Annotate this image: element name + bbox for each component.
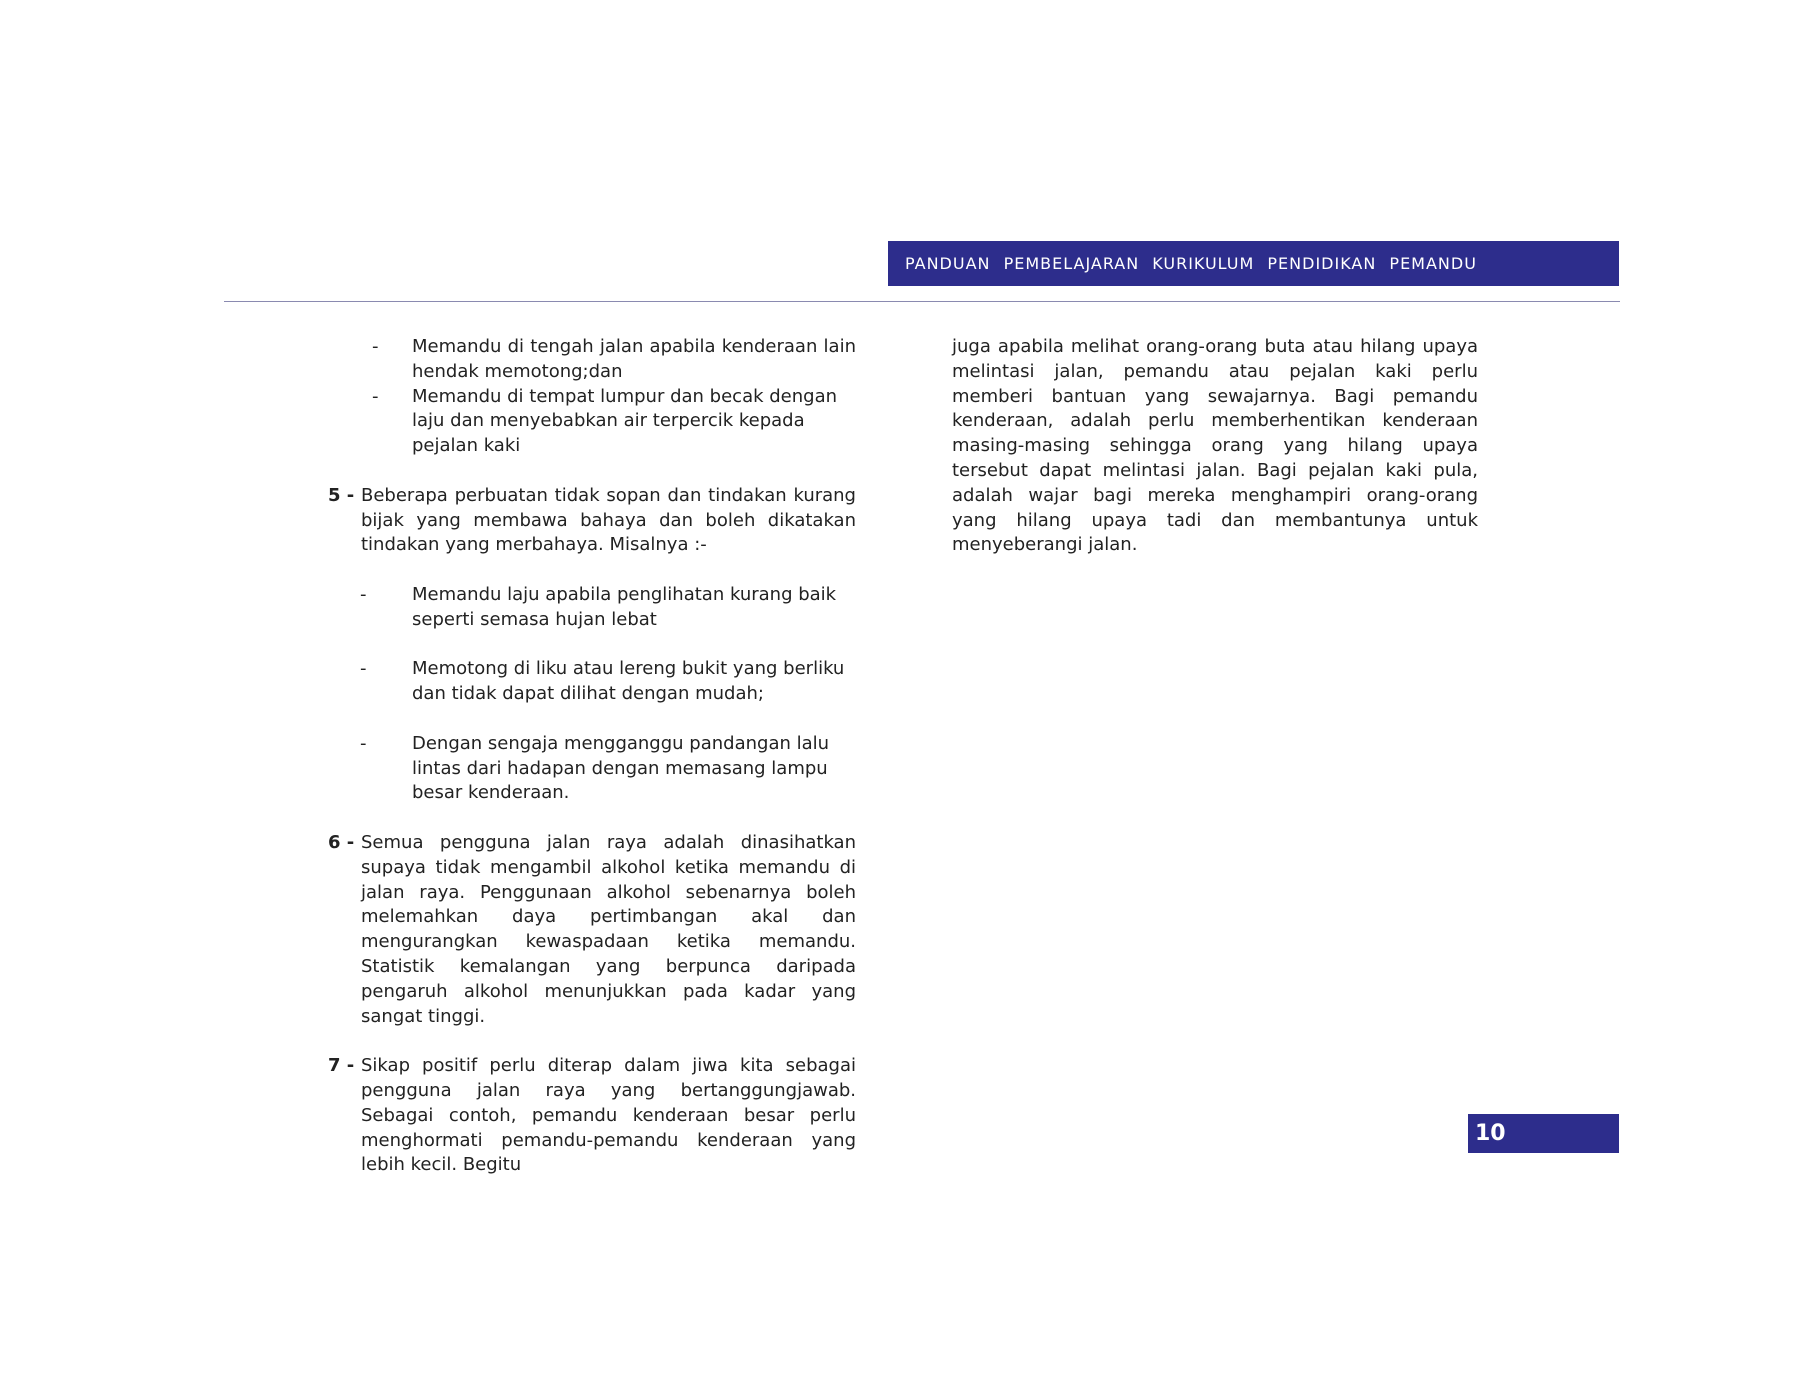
bullet-text: Memandu di tengah jalan apabila kenderaan lain hendak memotong;dan bbox=[412, 336, 856, 382]
continued-paragraph: juga apabila melihat orang-orang buta atau hilang upaya melintasi jalan, pemandu atau pejalan kaki perlu memberi bantuan yang sewajarnya. Bagi pemandu kenderaan, adalah perlu memberhentikan kenderaan masing-masing sehingga orang yang hilang upaya tersebut dapat melintasi jalan. Bagi pejalan kaki pula, adalah wajar bagi mereka menghampiri orang-orang yang hilang upaya tadi dan membantunya untuk menyeberangi jalan. bbox=[952, 336, 1478, 556]
item-6 bbox=[320, 831, 856, 1029]
left-column bbox=[320, 335, 856, 1178]
item-5-bullet-2 bbox=[320, 657, 856, 707]
item-number: 5 - bbox=[328, 484, 355, 506]
header-band bbox=[888, 241, 1619, 286]
item-number: 7 - bbox=[328, 1055, 355, 1077]
bullet-text: Memotong di liku atau lereng bukit yang berliku dan tidak dapat dilihat dengan mudah; bbox=[412, 658, 845, 705]
page-number-box bbox=[1468, 1114, 1619, 1153]
item-5-bullet-1 bbox=[320, 583, 856, 633]
header-rule bbox=[224, 301, 1620, 302]
bullet-text: Dengan sengaja mengganggu pandangan lalu lintas dari hadapan dengan memasang lampu besar kenderaan. bbox=[412, 732, 830, 804]
right-column bbox=[952, 335, 1478, 558]
item-5-bullet-3 bbox=[320, 732, 856, 806]
intro-bullet-2 bbox=[320, 385, 856, 459]
bullet-dash: - bbox=[360, 583, 367, 605]
item-5 bbox=[320, 484, 856, 558]
bullet-dash: - bbox=[360, 732, 367, 754]
item-7 bbox=[320, 1054, 856, 1178]
item-number: 6 - bbox=[328, 831, 355, 853]
intro-bullet-1 bbox=[320, 335, 856, 385]
bullet-dash: - bbox=[372, 385, 379, 407]
bullet-dash: - bbox=[360, 658, 367, 680]
bullet-dash: - bbox=[372, 336, 379, 357]
item-text: Semua pengguna jalan raya adalah dinasihatkan supaya tidak mengambil alkohol ketika memandu di jalan raya. Penggunaan alkohol sebenarnya boleh melemahkan daya pertimbangan akal dan mengurangkan kewaspadaan ketika memandu. Statistik kemalangan yang berpunca daripada pengaruh alkohol menunjukkan pada kadar yang sangat tinggi. bbox=[361, 831, 856, 1027]
bullet-text: Memandu laju apabila penglihatan kurang baik seperti semasa hujan lebat bbox=[412, 583, 837, 630]
bullet-text: Memandu di tempat lumpur dan becak dengan laju dan menyebabkan air terpercik kepada pejalan kaki bbox=[412, 385, 838, 457]
page-number: 10 bbox=[1475, 1121, 1506, 1146]
item-text: Sikap positif perlu diterap dalam jiwa kita sebagai pengguna jalan raya yang bertanggungjawab. Sebagai contoh, pemandu kenderaan besar perlu menghormati pemandu-pemandu kenderaan yang lebih kecil. Begitu bbox=[361, 1055, 856, 1176]
header-title: PANDUAN PEMBELAJARAN KURIKULUM PENDIDIKAN PEMANDU bbox=[905, 254, 1477, 273]
item-text: Beberapa perbuatan tidak sopan dan tindakan kurang bijak yang membawa bahaya dan boleh dikatakan tindakan yang merbahaya. Misalnya :- bbox=[361, 484, 856, 556]
